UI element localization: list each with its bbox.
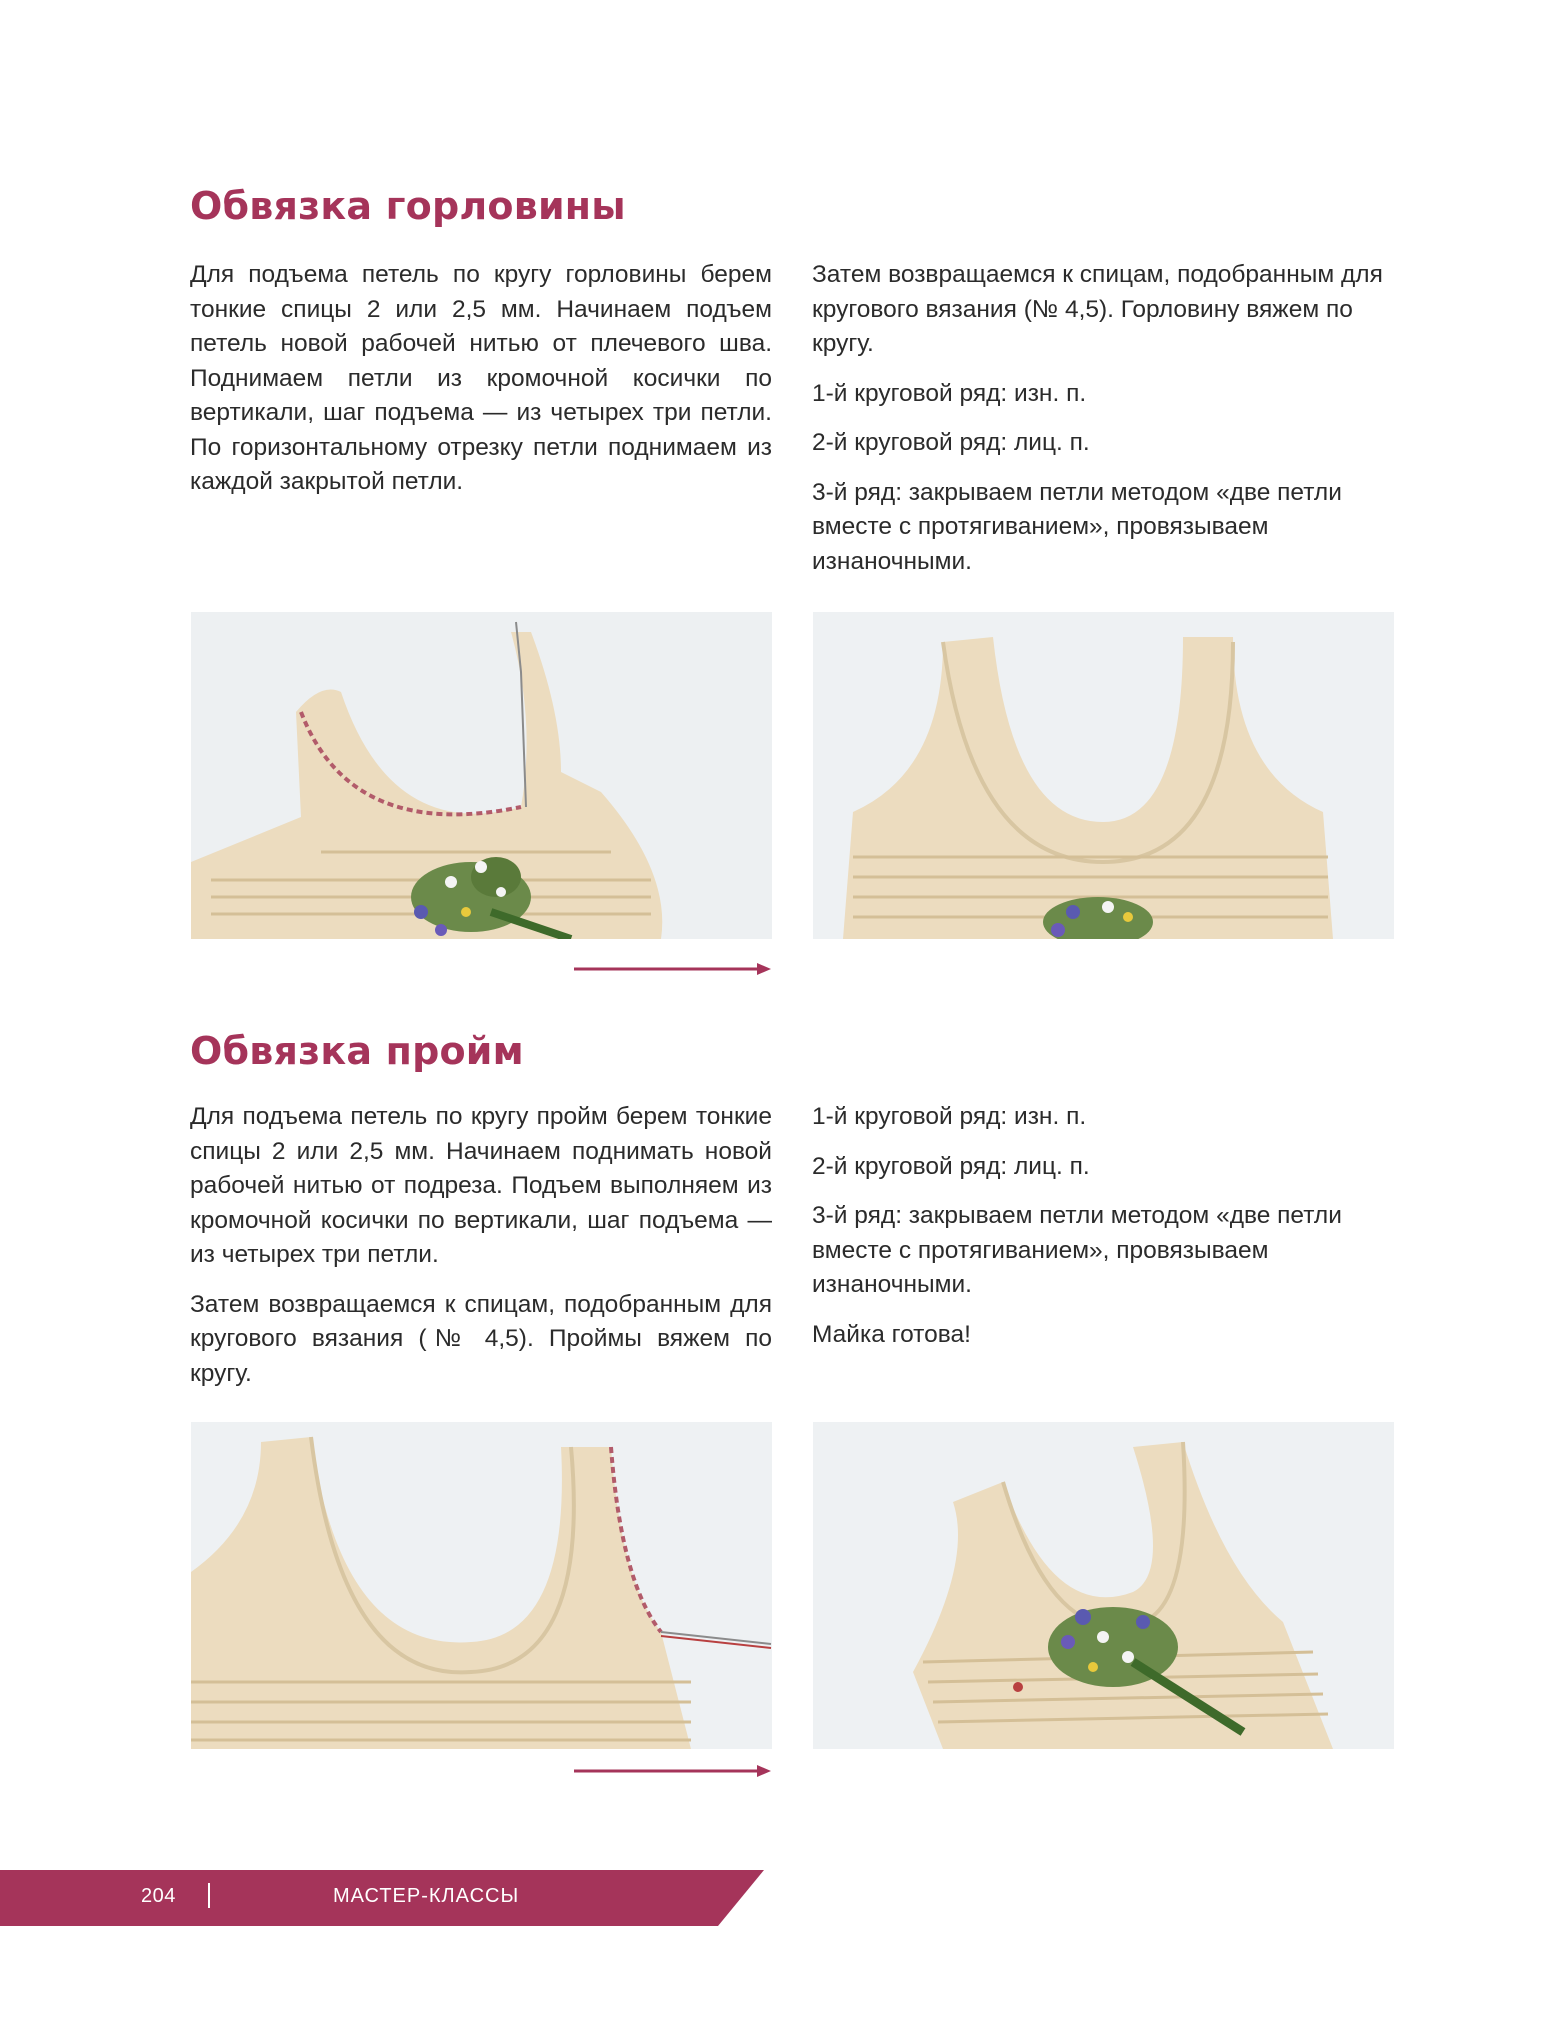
paragraph: Майка готова! xyxy=(812,1320,971,1348)
arrow-right-icon xyxy=(574,1764,771,1778)
section2-left-column xyxy=(190,1100,772,1406)
photo-armhole-pickup xyxy=(191,1422,772,1749)
paragraph: 2-й круговой ряд: лиц. п. xyxy=(812,429,1090,456)
photo-neckline-finished xyxy=(813,612,1394,939)
photo-finished-top xyxy=(813,1422,1394,1749)
paragraph: Затем возвращаемся к спицам, подобранным для кругового вязания (№ 4,5). Горловину вяжем по кругу. xyxy=(812,261,1383,357)
footer-section-label: МАСТЕР-КЛАССЫ xyxy=(333,1885,520,1907)
page-number: 204 xyxy=(141,1885,176,1907)
paragraph: Затем возвращаемся к спицам, подобранным для кругового вязания (№ 4,5). Проймы вяжем по кругу. xyxy=(190,1290,772,1387)
paragraph: Для подъема петель по кругу горловины берем тонкие спицы 2 или 2,5 мм. Начинаем подъем петель новой рабочей нитью от плечевого шва. Поднимаем петли из кромочной косички по вертикали, шаг подъема — из четырех три петли. По горизонтальному отрезку петли поднимаем из каждой закрытой петли. xyxy=(190,261,772,495)
paragraph: 1-й круговой ряд: изн. п. xyxy=(812,379,1087,407)
section-title-armholes: Обвязка пройм xyxy=(190,1029,524,1073)
section-title-neckline: Обвязка горловины xyxy=(190,184,626,228)
footer-divider xyxy=(208,1883,210,1908)
section1-left-column xyxy=(190,258,772,515)
arrow-right-icon xyxy=(574,962,771,976)
section2-right-column xyxy=(812,1100,1394,1367)
paragraph: 3-й ряд: закрываем петли методом «две петли вместе с протягиванием», провязываем изнаночными. xyxy=(812,1202,1342,1298)
paragraph: 2-й круговой ряд: лиц. п. xyxy=(812,1152,1090,1180)
page-footer xyxy=(0,1870,764,1926)
paragraph: 1-й круговой ряд: изн. п. xyxy=(812,1103,1087,1130)
section1-right-column xyxy=(812,258,1394,594)
paragraph: 3-й ряд: закрываем петли методом «две петли вместе с протягиванием», провязываем изнаночными. xyxy=(812,478,1342,575)
photo-neckline-pickup xyxy=(191,612,772,939)
paragraph: Для подъема петель по кругу пройм берем тонкие спицы 2 или 2,5 мм. Начинаем поднимать новой рабочей нитью от подреза. Подъем выполняем из кромочной косички по вертикали, шаг подъема — из четырех три петли. xyxy=(190,1103,772,1268)
